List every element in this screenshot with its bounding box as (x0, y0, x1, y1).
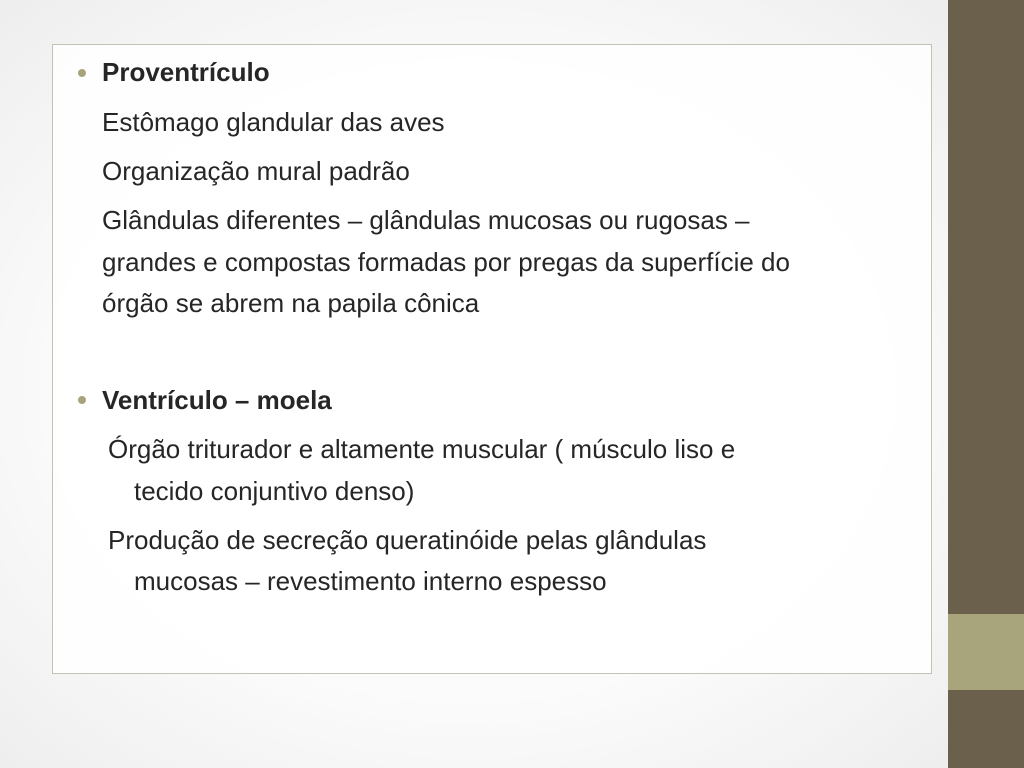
body-line: Estômago glandular das aves (102, 107, 445, 137)
body-line: órgão se abrem na papila cônica (102, 288, 480, 318)
side-decoration-accent (948, 614, 1024, 690)
bullet-dot-icon (78, 69, 86, 77)
body-line: Produção de secreção queratinóide pelas glândulas (108, 525, 707, 555)
bullet-dot-icon (78, 396, 86, 404)
body-line: grandes e compostas formadas por pregas da superfície do (102, 247, 790, 277)
section-heading-ventriculo: Ventrículo – moela (102, 385, 332, 415)
body-line: Organização mural padrão (102, 156, 410, 186)
section-heading-proventriculo: Proventrículo (102, 57, 270, 87)
body-line: Glândulas diferentes – glândulas mucosas ou rugosas – (102, 205, 750, 235)
body-line: Órgão triturador e altamente muscular ( músculo liso e (108, 434, 736, 464)
body-line: mucosas – revestimento interno espesso (134, 566, 607, 596)
body-line: tecido conjuntivo denso) (134, 476, 415, 506)
